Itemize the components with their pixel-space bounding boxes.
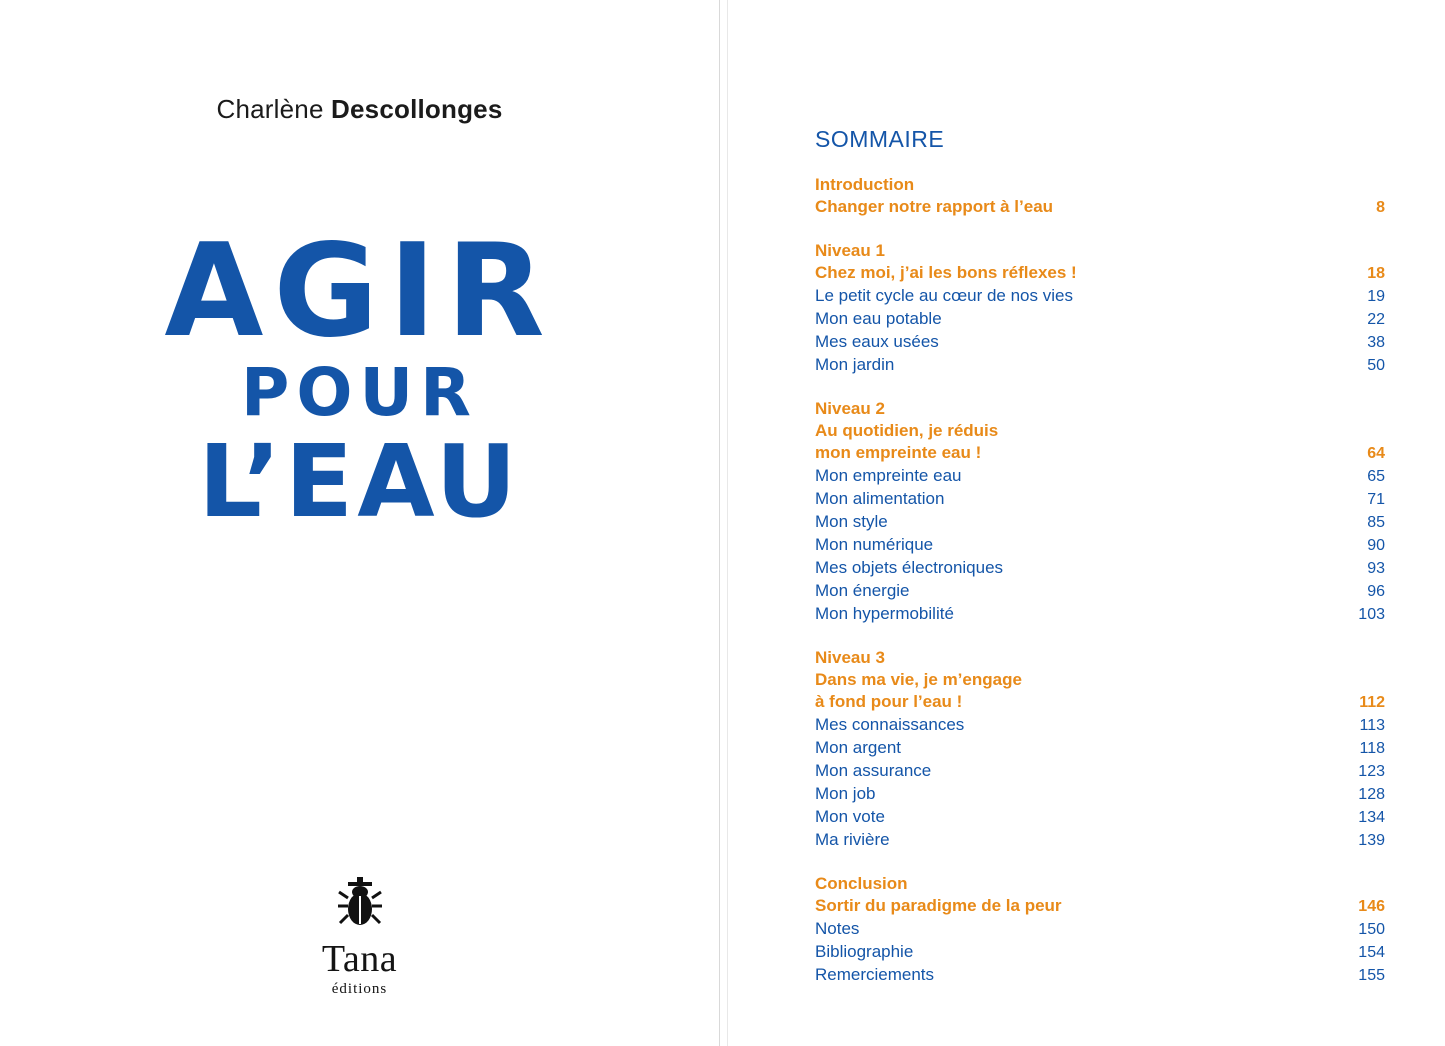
author-name — [0, 94, 719, 125]
author-first-name: Charlène — [216, 94, 332, 124]
toc-entry[interactable] — [815, 285, 1385, 308]
toc-entry[interactable] — [815, 829, 1385, 852]
toc-entry-label: Mon alimentation — [815, 489, 945, 508]
toc-entry-page: 19 — [1367, 288, 1385, 305]
toc-entry[interactable] — [815, 557, 1385, 580]
publisher-name: Tana — [321, 938, 398, 980]
publisher-block — [0, 876, 719, 998]
toc-entry-label: Mon jardin — [815, 355, 895, 374]
toc-entry-label: Mes eaux usées — [815, 332, 939, 351]
toc-entry-page: 134 — [1358, 809, 1385, 826]
toc-entry[interactable] — [815, 964, 1385, 987]
author-last-name: Descollonges — [331, 94, 503, 124]
toc-heading-row-line-1[interactable] — [815, 669, 1385, 691]
toc-kicker: Introduction — [815, 175, 915, 194]
toc-entry[interactable] — [815, 511, 1385, 534]
toc-entry-label: Mon job — [815, 784, 876, 803]
toc-entry[interactable] — [815, 331, 1385, 354]
toc-entry-page: 150 — [1358, 921, 1385, 938]
toc-heading-page: 112 — [1359, 694, 1385, 711]
toc-entry-page: 139 — [1358, 832, 1385, 849]
toc-entry-label: Mon hypermobilité — [815, 604, 954, 623]
toc-entry[interactable] — [815, 760, 1385, 783]
toc-entry-page: 71 — [1367, 491, 1385, 508]
toc-entry[interactable] — [815, 603, 1385, 626]
toc-heading-row[interactable] — [815, 196, 1385, 219]
toc-entry[interactable] — [815, 354, 1385, 377]
toc-entry[interactable] — [815, 308, 1385, 331]
scarab-icon — [0, 876, 719, 933]
toc-entry-label: Mon vote — [815, 807, 885, 826]
title-line-2: POUR — [241, 354, 478, 431]
toc-heading-row-line-2[interactable] — [815, 442, 1385, 465]
toc-heading-row-line-1[interactable] — [815, 420, 1385, 442]
toc-entry-label: Mon énergie — [815, 581, 910, 600]
book-title — [0, 217, 719, 540]
toc-entry[interactable] — [815, 806, 1385, 829]
toc-entry-label: Mon eau potable — [815, 309, 942, 328]
toc-entry[interactable] — [815, 714, 1385, 737]
title-line-1: AGIR — [164, 217, 555, 366]
toc-entry-label: Mes objets électroniques — [815, 558, 1004, 577]
toc-entry-page: 93 — [1367, 560, 1385, 577]
toc-heading-page: 8 — [1376, 199, 1385, 216]
toc-heading-row[interactable] — [815, 895, 1385, 918]
toc-heading-label: Sortir du paradigme de la peur — [815, 896, 1062, 915]
toc-entry-label: Mon argent — [815, 738, 901, 757]
toc-entry-label: Mon assurance — [815, 761, 932, 780]
toc-section-introduction — [815, 173, 1385, 219]
toc-entry-label: Mes connaissances — [815, 715, 965, 734]
toc-entry-page: 96 — [1367, 583, 1385, 600]
toc-heading-label: Chez moi, j’ai les bons réflexes ! — [815, 263, 1077, 282]
toc-entry[interactable] — [815, 465, 1385, 488]
toc-kicker: Niveau 2 — [815, 399, 885, 418]
toc-entry[interactable] — [815, 783, 1385, 806]
toc-entry-page: 123 — [1358, 763, 1385, 780]
toc-entry[interactable] — [815, 488, 1385, 511]
toc-entry-page: 103 — [1358, 606, 1385, 623]
toc-entry[interactable] — [815, 534, 1385, 557]
toc-entry-page: 155 — [1358, 967, 1385, 984]
toc-entry-label: Mon numérique — [815, 535, 934, 554]
toc-entry[interactable] — [815, 918, 1385, 941]
toc-heading-label: Dans ma vie, je m’engage — [815, 670, 1022, 689]
toc-heading-label: à fond pour l’eau ! — [815, 692, 963, 711]
toc-heading-label: mon empreinte eau ! — [815, 443, 982, 462]
toc-entry[interactable] — [815, 737, 1385, 760]
toc-entry-label: Le petit cycle au cœur de nos vies — [815, 286, 1073, 305]
publisher-subtitle: éditions — [331, 981, 388, 997]
toc-entry-page: 85 — [1367, 514, 1385, 531]
title-line-3: L’EAU — [198, 423, 521, 540]
page-gutter — [719, 0, 728, 1046]
toc-entry-page: 118 — [1359, 740, 1385, 757]
toc-entry-page: 65 — [1367, 468, 1385, 485]
toc-heading-page: 64 — [1367, 445, 1385, 462]
toc-title: SOMMAIRE — [815, 126, 945, 152]
toc-entry-label: Mon style — [815, 512, 888, 531]
toc-kicker: Niveau 3 — [815, 648, 885, 667]
toc-section-niveau-1 — [815, 239, 1385, 377]
toc-entry[interactable] — [815, 941, 1385, 964]
toc-section-conclusion — [815, 872, 1385, 987]
toc-heading-page: 18 — [1367, 265, 1385, 282]
toc-entry-page: 50 — [1367, 357, 1385, 374]
toc-entry-page: 154 — [1358, 944, 1385, 961]
toc-entry-label: Notes — [815, 919, 860, 938]
toc-entry-label: Bibliographie — [815, 942, 914, 961]
toc-entry-page: 90 — [1367, 537, 1385, 554]
toc-section-niveau-2 — [815, 397, 1385, 626]
title-page — [0, 0, 719, 1046]
table-of-contents — [815, 126, 1385, 1007]
contents-page — [728, 0, 1445, 1046]
toc-heading-page: 146 — [1358, 898, 1385, 915]
toc-entry-label: Remerciements — [815, 965, 935, 984]
toc-entry-page: 128 — [1358, 786, 1385, 803]
toc-heading-label: Changer notre rapport à l’eau — [815, 197, 1054, 216]
toc-entry-page: 38 — [1367, 334, 1385, 351]
toc-heading-row[interactable] — [815, 262, 1385, 285]
toc-section-niveau-3 — [815, 646, 1385, 852]
toc-entry[interactable] — [815, 580, 1385, 603]
toc-entry-label: Ma rivière — [815, 830, 890, 849]
toc-heading-row-line-2[interactable] — [815, 691, 1385, 714]
toc-kicker: Niveau 1 — [815, 241, 885, 260]
toc-heading-label: Au quotidien, je réduis — [815, 421, 999, 440]
toc-entry-page: 22 — [1367, 311, 1385, 328]
toc-entry-label: Mon empreinte eau — [815, 466, 962, 485]
toc-entry-page: 113 — [1359, 717, 1385, 734]
toc-kicker: Conclusion — [815, 874, 908, 893]
